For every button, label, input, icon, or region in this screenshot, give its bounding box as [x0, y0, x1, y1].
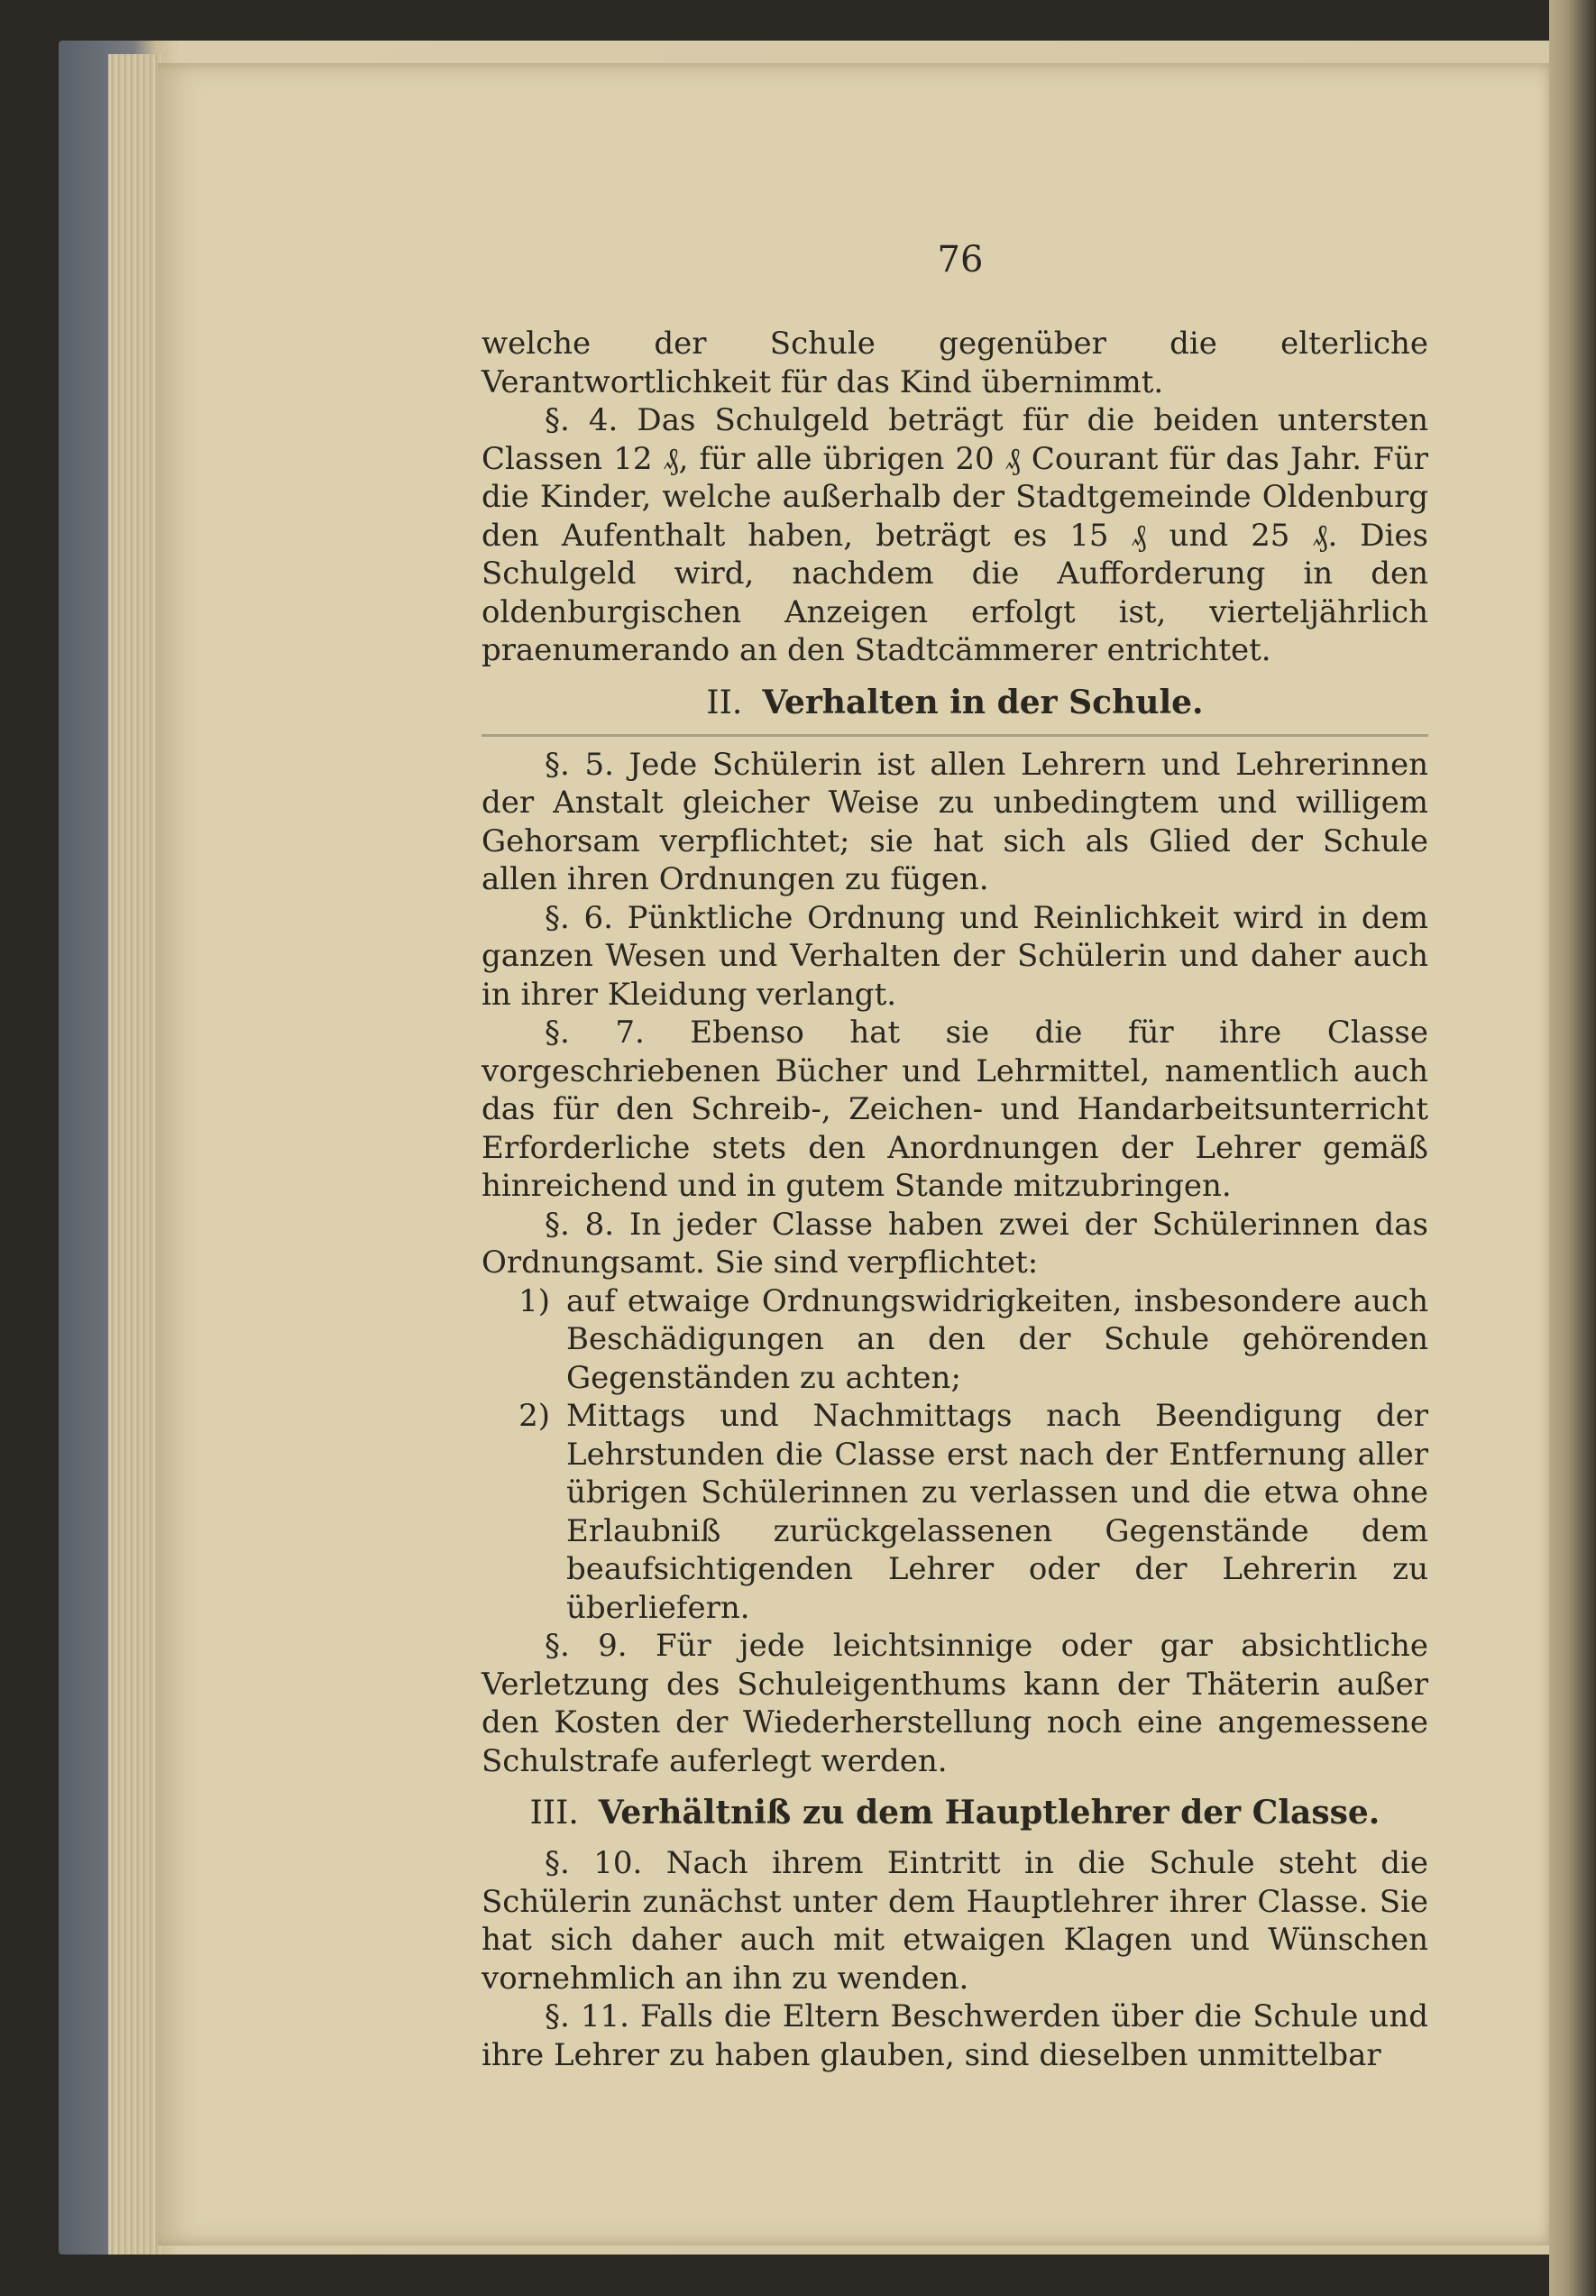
paragraph: welche der Schule gegenüber die elterliche Verantwortlichkeit für das Kind übernimmt. [482, 326, 1428, 400]
list-item-label: 1) [518, 1282, 550, 1319]
paragraph-section-5: §. 5. Jede Schülerin ist allen Lehrern und Lehrerinnen der Anstalt gleicher Weise zu unbedingtem und willigem Gehorsam verpflichtet; sie hat sich als Glied der Schule allen ihren Ordnungen zu fügen. [482, 746, 1428, 897]
paragraph-section-10: §. 10. Nach ihrem Eintritt in die Schule steht die Schülerin zunächst unter dem Hauptlehrer ihrer Classe. Sie hat sich daher auch mit etwaigen Klagen und Wünschen vornehmlich an ihn zu wenden. [482, 1845, 1428, 1997]
paragraph-section-7: §. 7. Ebenso hat sie die für ihre Classe vorgeschriebenen Bücher und Lehrmittel, namentlich auch das für den Schreib-, Zeichen- und Handarbeitsunterricht Erforderliche stets den Anordnungen der Lehrer gemäß hinreichend und in gutem Stande mitzubringen. [482, 1015, 1428, 1204]
heading-text: Verhalten in der Schule. [762, 683, 1204, 721]
paragraph-section-4: §. 4. Das Schulgeld beträgt für die beiden untersten Classen 12 ₰, für alle übrigen 20 ₰ Courant für das Jahr. Für die Kinder, welche außerhalb der Stadtgemeinde Oldenburg den Aufenthalt haben, beträgt es 15 ₰ und 25 ₰. Dies Schulgeld wird, nachdem die Aufforderung in den oldenburgischen Anzeigen erfolgt ist, vierteljährlich praenumerando an den Stadtcämmerer entrichtet. [482, 402, 1428, 668]
list-item-label: 2) [518, 1398, 550, 1434]
list-item [482, 1282, 1428, 1398]
heading-text: Verhältniß zu dem Hauptlehrer der Classe. [598, 1794, 1380, 1832]
paragraph-section-11: §. 11. Falls die Eltern Beschwerden über die Schule und ihre Lehrer zu haben glauben, sind dieselben unmittelbar [482, 1998, 1428, 2073]
paragraph-section-8: §. 8. In jeder Classe haben zwei der Schülerinnen das Ordnungsamt. Sie sind verpflichtet: [482, 1206, 1428, 1281]
paragraph-section-9: §. 9. Für jede leichtsinnige oder gar absichtliche Verletzung des Schuleigenthums kann der Thäterin außer den Kosten der Wiederherstellung noch eine angemessene Schulstrafe auferlegt werden. [482, 1628, 1428, 1779]
page-leaves [108, 54, 162, 2255]
list-item-text: Mittags und Nachmittags nach Beendigung der Lehrstunden die Classe erst nach der Entfernung aller übrigen Schülerinnen zu verlassen und die etwa ohne Erlaubniß zurückgelassenen Gegenstände dem beaufsichtigenden Lehrer oder der Lehrerin zu überliefern. [566, 1398, 1428, 1626]
page-number: 76 [937, 239, 984, 280]
divider [482, 734, 1428, 737]
heading-number: II. [706, 684, 743, 721]
section-heading-iii [482, 1793, 1428, 1833]
page-text [482, 325, 1428, 2074]
list-item [482, 1397, 1428, 1627]
next-page-edge [1549, 0, 1596, 2296]
list-item-text: auf etwaige Ordnungswidrigkeiten, insbesondere auch Beschädigungen an den der Schule gehörenden Gegenständen zu achten; [566, 1282, 1428, 1396]
heading-number: III. [529, 1795, 579, 1832]
paragraph-section-6: §. 6. Pünktliche Ordnung und Reinlichkeit wird in dem ganzen Wesen und Verhalten der Schülerin und daher auch in ihrer Kleidung verlangt. [482, 899, 1428, 1013]
section-heading-ii [482, 683, 1428, 723]
